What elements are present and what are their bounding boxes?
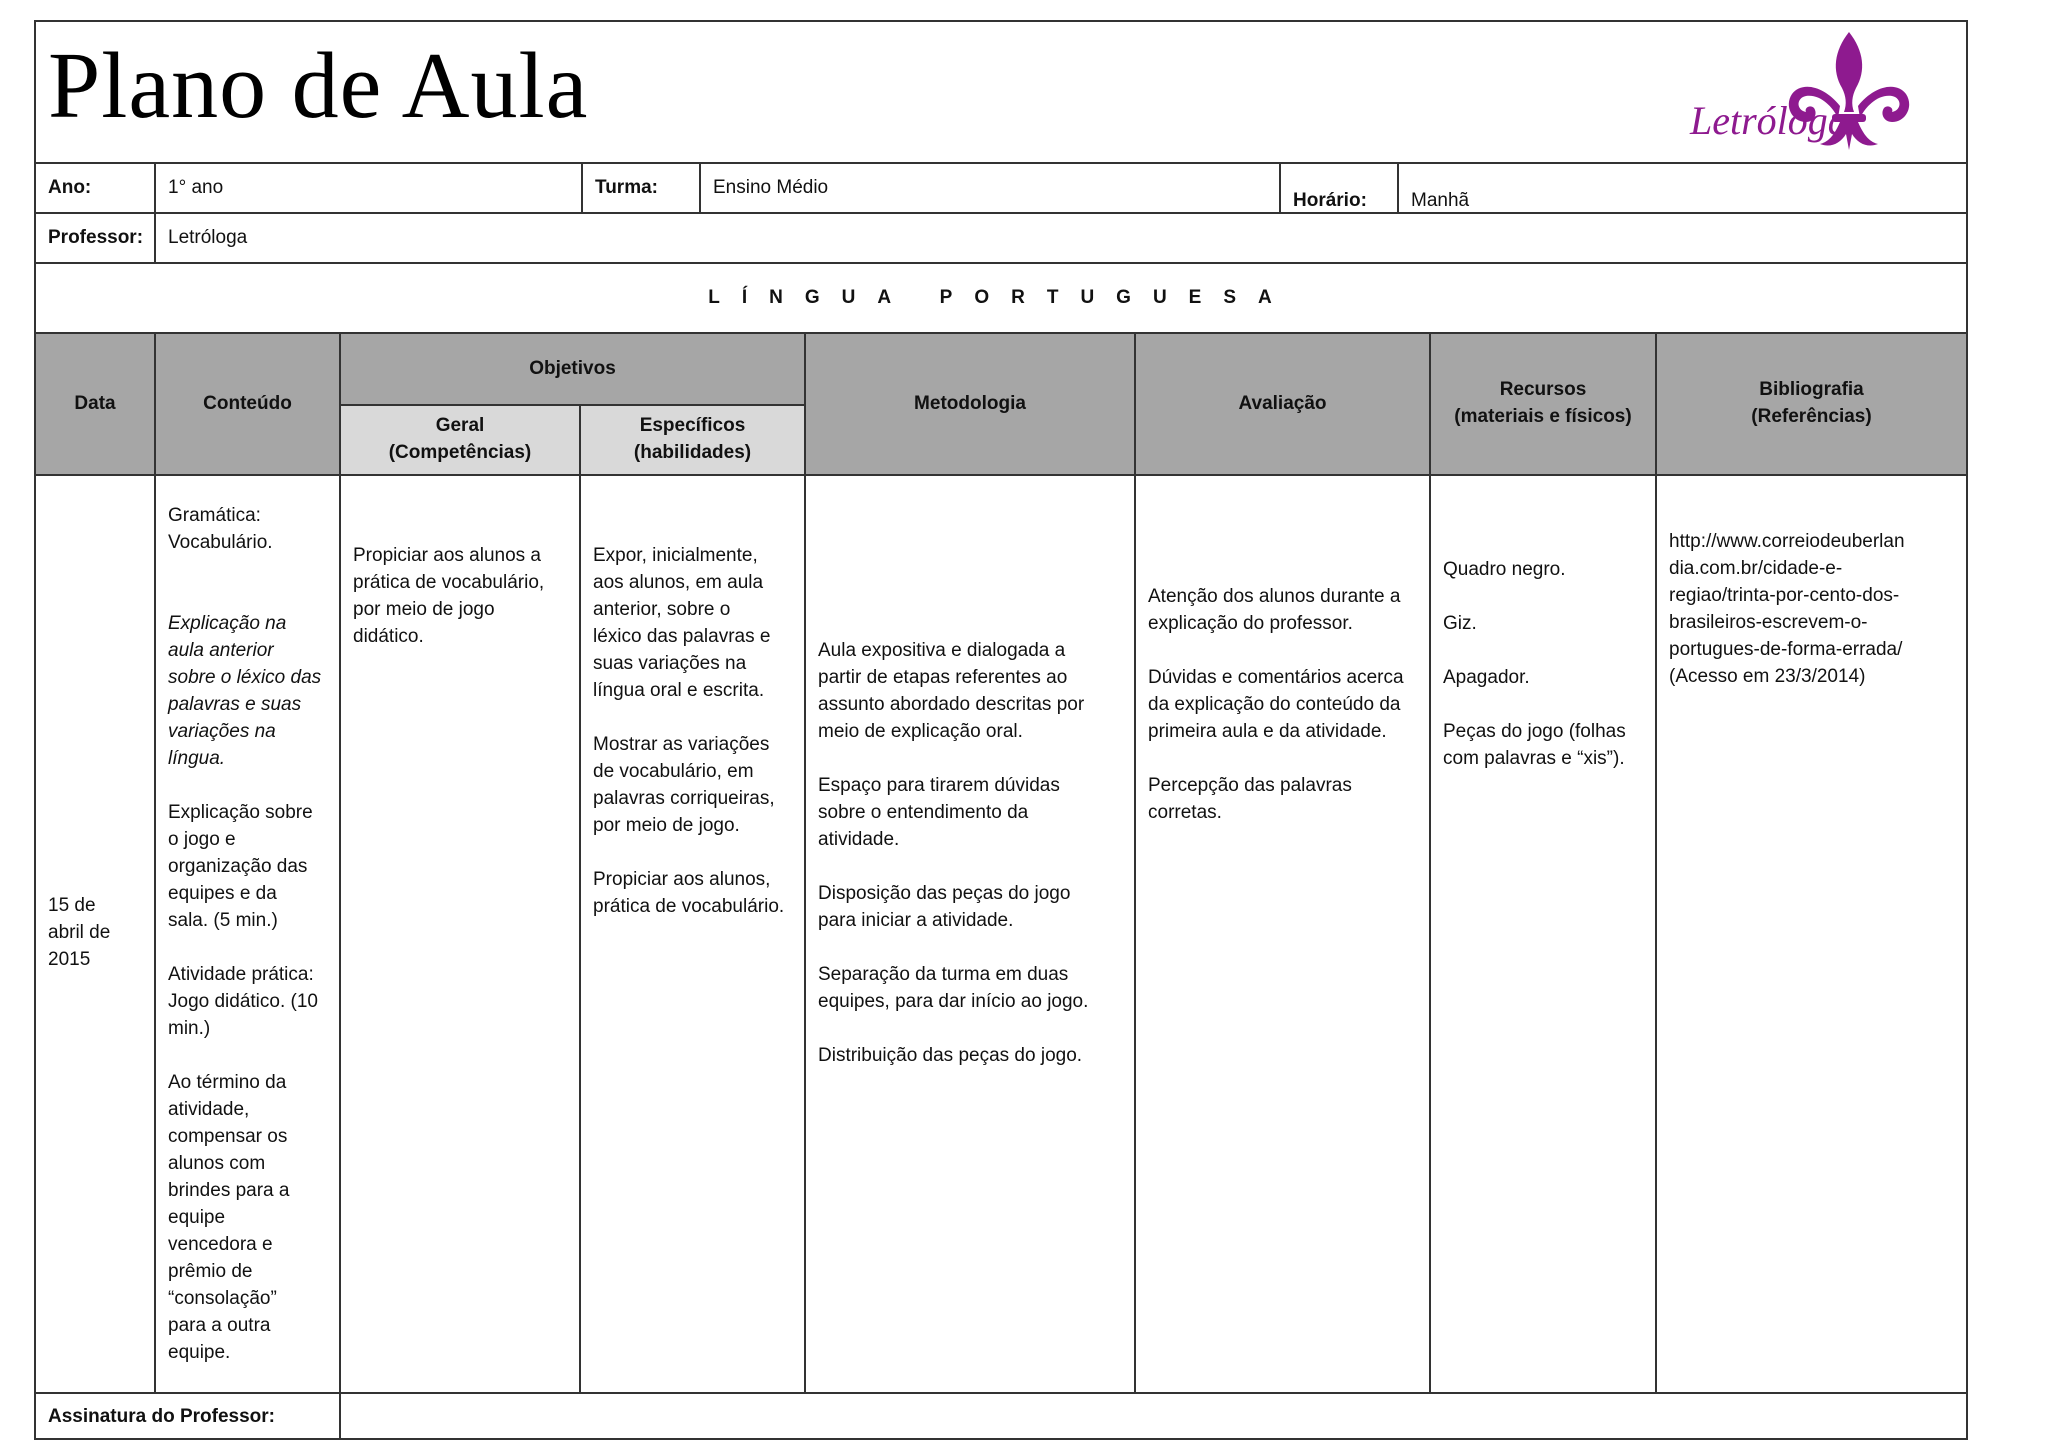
horario-label: Horário:: [1279, 164, 1397, 212]
cell-especificos: Expor, inicialmente, aos alunos, em aula anterior, sobre o léxico das palavras e suas variações na língua oral e escrita. Mostrar as variações de vocabulário, em palavras corriqueiras, por meio de jogo. Propiciar aos alunos, prática de vocabulário.: [579, 476, 804, 1392]
table-header: [36, 332, 1966, 474]
col-header-bibliografia: Bibliografia (Referências): [1655, 334, 1966, 474]
ano-value: 1° ano: [154, 164, 581, 212]
col-header-especificos: Específicos (habilidades): [579, 404, 804, 474]
fleur-de-lis-logo-icon: [1684, 26, 1944, 156]
lesson-plan-document: [34, 20, 1968, 1440]
professor-value: Letróloga: [154, 214, 1966, 262]
signature-row: [36, 1392, 1966, 1438]
signature-field[interactable]: [339, 1394, 1966, 1440]
signature-label: Assinatura do Professor:: [48, 1406, 275, 1427]
col-header-avaliacao: Avaliação: [1134, 334, 1429, 474]
col-header-data: Data: [36, 334, 154, 474]
col-header-metodologia: Metodologia: [804, 334, 1134, 474]
professor-label: Professor:: [48, 227, 144, 248]
col-header-conteudo: Conteúdo: [154, 334, 339, 474]
page-title: Plano de Aula: [48, 34, 589, 138]
cell-metodologia: Aula expositiva e dialogada a partir de etapas referentes ao assunto abordado descritas por meio de explicação oral. Espaço para tirarem dúvidas sobre o entendimento da atividade. Disposição das peças do jogo para iniciar a atividade. Separação da turma em duas equipes, para dar início ao jogo. Distribuição das peças do jogo.: [804, 476, 1134, 1392]
col-header-recursos: Recursos (materiais e físicos): [1429, 334, 1655, 474]
horario-value: Manhã: [1397, 164, 1966, 212]
cell-conteudo: Gramática: Vocabulário. Explicação na aula anterior sobre o léxico das palavras e suas variações na língua. Explicação sobre o jogo e organização das equipes e da sala. (5 min.) Atividade prática: Jogo didático. (10 min.) Ao término da atividade, compensar os alunos com brindes para a equipe vencedora e prêmio de “consolação” para a outra equipe.: [154, 476, 339, 1392]
cell-avaliacao: Atenção dos alunos durante a explicação do professor. Dúvidas e comentários acerca da explicação do conteúdo da primeira aula e da atividade. Percepção das palavras corretas.: [1134, 476, 1429, 1392]
turma-value: Ensino Médio: [699, 164, 1279, 212]
cell-geral: Propiciar aos alunos a prática de vocabulário, por meio de jogo didático.: [339, 476, 579, 1392]
table-row: [36, 474, 1966, 1392]
logo-text: Letróloga: [1690, 98, 1848, 143]
subject-row: [36, 262, 1966, 332]
col-header-objetivos: Objetivos: [339, 334, 804, 404]
col-header-geral: Geral (Competências): [339, 404, 579, 474]
cell-recursos: Quadro negro. Giz. Apagador. Peças do jogo (folhas com palavras e “xis”).: [1429, 476, 1655, 1392]
subject-title: LÍNGUA PORTUGUESA: [708, 287, 1294, 308]
info-row: [36, 162, 1966, 212]
cell-bibliografia: http://www.correiodeuberlan dia.com.br/cidade-e- regiao/trinta-por-cento-dos- brasileiros-escrevem-o- portugues-de-forma-errada/ (Acesso em 23/3/2014): [1655, 476, 1966, 1392]
ano-label: Ano:: [48, 177, 92, 198]
title-area: [36, 22, 1966, 162]
professor-row: [36, 212, 1966, 262]
turma-label: Turma:: [581, 164, 699, 212]
cell-data: 15 de abril de 2015: [48, 895, 111, 970]
